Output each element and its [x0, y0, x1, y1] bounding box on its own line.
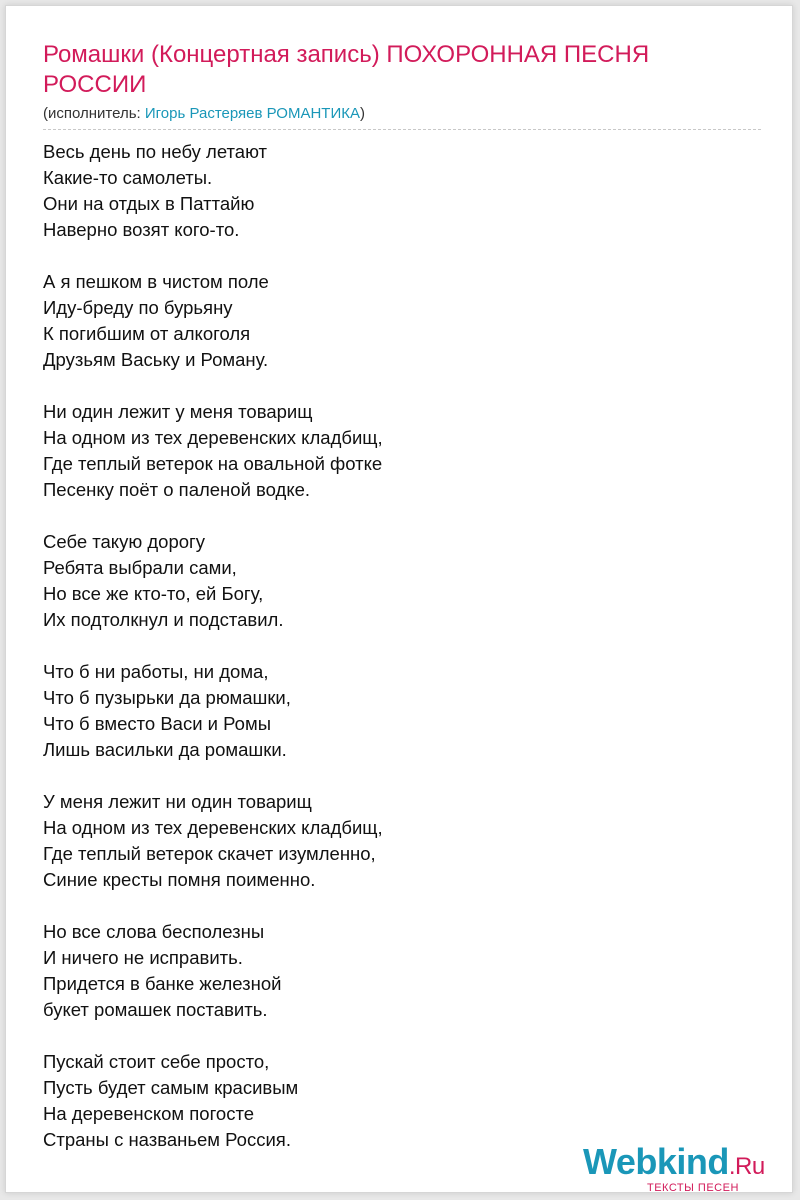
lyric-line: У меня лежит ни один товарищ [43, 791, 312, 812]
artist-suffix: ) [360, 105, 365, 122]
stanza [43, 659, 383, 763]
stanza [43, 1049, 383, 1153]
stanza [43, 789, 383, 893]
lyric-line: Страны с названьем Россия. [43, 1129, 291, 1150]
lyric-line: Наверно возят кого-то. [43, 219, 240, 240]
artist-prefix: (исполнитель: [43, 105, 145, 122]
lyric-line: Лишь васильки да ромашки. [43, 739, 287, 760]
lyric-line: Иду-бреду по бурьяну [43, 297, 233, 318]
lyric-line: Себе такую дорогу [43, 531, 206, 552]
lyric-line: Что б ни работы, ни дома, [43, 661, 269, 682]
lyric-line: Весь день по небу летают [43, 141, 268, 162]
lyric-line: Они на отдых в Паттайю [43, 193, 255, 214]
stanza [43, 919, 383, 1023]
artist-line [43, 105, 365, 123]
lyrics-body [43, 139, 383, 1179]
lyric-line: На одном из тех деревенских кладбищ, [43, 817, 383, 838]
lyric-line: Песенку поёт о паленой водке. [43, 479, 311, 500]
artist-link[interactable]: Игорь Растеряев РОМАНТИКА [144, 105, 360, 122]
lyric-line: А я пешком в чистом поле [43, 271, 269, 292]
lyric-line: На одном из тех деревенских кладбищ, [43, 427, 383, 448]
logo-tld: .Ru [728, 1153, 765, 1180]
song-title: Ромашки (Концертная запись) ПОХОРОННАЯ ПЕСНЯ РОССИИ [43, 41, 650, 98]
lyric-line: Что б пузырьки да рюмашки, [43, 687, 291, 708]
logo-wordmark [583, 1142, 765, 1187]
stanza [43, 399, 383, 503]
lyric-line: Но все слова бесполезны [43, 921, 265, 942]
lyric-line: Придется в банке железной [43, 973, 282, 994]
lyric-line: Ни один лежит у меня товарищ [43, 401, 313, 422]
lyrics-card [5, 5, 793, 1193]
lyric-line: На деревенском погосте [43, 1103, 255, 1124]
lyric-line: Друзьям Ваську и Роману. [43, 349, 269, 370]
lyric-line: Какие-то самолеты. [43, 167, 213, 188]
stanza [43, 139, 383, 243]
lyric-line: Ребята выбрали сами, [43, 557, 237, 578]
logo-tagline: ТЕКСТЫ ПЕСЕН [647, 1182, 739, 1194]
lyric-line: Пускай стоит себе просто, [43, 1051, 270, 1072]
lyric-line: букет ромашек поставить. [43, 999, 268, 1020]
lyric-line: Их подтолкнул и подставил. [43, 609, 284, 630]
stanza [43, 269, 383, 373]
lyric-line: К погибшим от алкоголя [43, 323, 251, 344]
lyric-line: Но все же кто-то, ей Богу, [43, 583, 264, 604]
divider [43, 129, 761, 130]
lyric-line: И ничего не исправить. [43, 947, 243, 968]
lyric-line: Синие кресты помня поименно. [43, 869, 316, 890]
lyric-line: Что б вместо Васи и Ромы [43, 713, 271, 734]
stanza [43, 529, 383, 633]
lyric-line: Где теплый ветерок на овальной фотке [43, 453, 383, 474]
lyric-line: Где теплый ветерок скачет изумленно, [43, 843, 376, 864]
lyric-line: Пусть будет самым красивым [43, 1077, 299, 1098]
logo-name: Webkind [583, 1141, 729, 1182]
webkind-logo[interactable] [583, 1142, 783, 1192]
